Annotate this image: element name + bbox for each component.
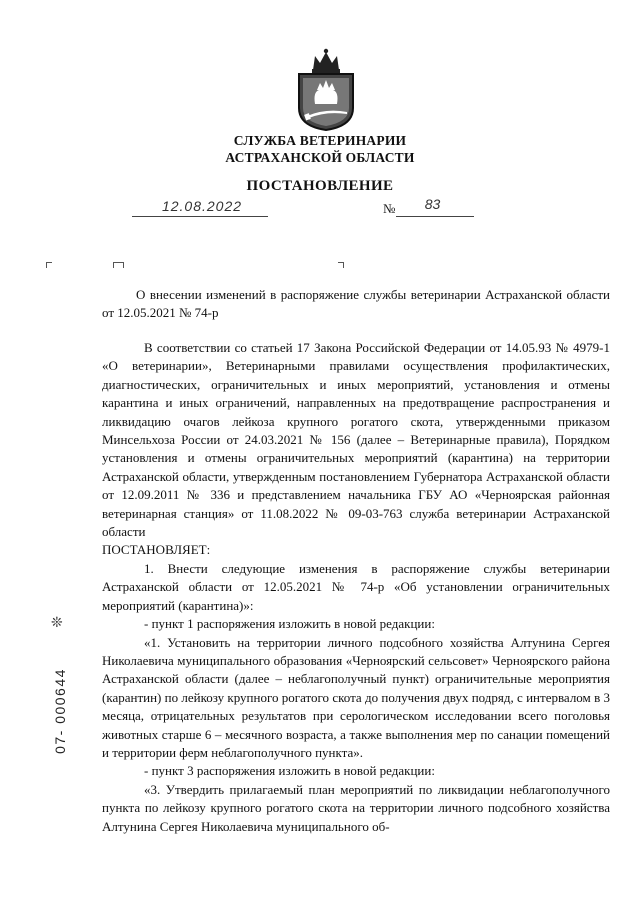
corner-mark [118,262,124,268]
quote-1-paragraph: «1. Установить на территории личного подсобного хозяйства Алтунина Сергея Николаевича муниципального образования «Черноярский сельсовет» Черноярского района Астраханской области (далее – неблагополучный пункт) ограничительные мероприятия (карантин) по лейкозу крупного рогатого скота до получения двух подряд, с интервалом в 3 месяца, отрицательных результатов при серологическом исследовании всего поголовья животных старше 6 – месячного возраста, а также выполнения мер по санации помещений и территории ферм неблагополучного пункта». [102,634,610,760]
organization-name-line1: СЛУЖБА ВЕТЕРИНАРИИ [233,133,407,148]
bullet-2-paragraph: - пункт 3 распоряжения изложить в новой редакции: [144,763,435,779]
coat-of-arms-icon [293,46,359,132]
subject-block [102,286,610,323]
side-stamp-number: 07- 000644 [52,668,68,754]
body-block [102,339,610,836]
document-type-title: ПОСТАНОВЛЕНИЕ [246,178,394,194]
organization-name [0,132,640,166]
corner-mark [338,262,344,268]
document-date: 12.08.2022 [161,198,243,214]
date-underline [132,216,268,217]
item-1-paragraph: 1. Внести следующие изменения в распоряжение службы ветеринарии Астраханской области от 12.05.2021 № 74-р «Об установлении ограничительных мероприятий (карантина)»: [102,560,610,613]
resolves-heading: ПОСТАНОВЛЯЕТ: [102,542,211,558]
subject-text: О внесении изменений в распоряжение службы ветеринарии Астраханской области от 12.05.2021 № 74-р [102,287,610,321]
organization-name-line2: АСТРАХАНСКОЙ ОБЛАСТИ [225,150,415,165]
number-underline [396,216,474,217]
number-label: № [383,201,396,216]
document-number: 83 [424,196,441,212]
bullet-1-paragraph: - пункт 1 распоряжения изложить в новой редакции: [144,616,435,632]
quote-2-paragraph: «3. Утвердить прилагаемый план мероприятий по ликвидации неблагополучного пункта по лейкозу крупного рогатого скота на территории личного подсобного хозяйства Алтунина Сергея Николаевича муниципального об- [102,781,610,834]
side-stamp [30,663,90,773]
corner-mark [46,262,52,268]
star-mark-icon: ❊ [51,615,63,631]
preamble-paragraph: В соответствии со статьей 17 Закона Российской Федерации от 14.05.93 № 4979-1 «О ветеринарии», Ветеринарными правилами осуществления профилактических, диагностических, ограничительных и иных мероприятий, установления и отмены карантина и иных ограничений, направленных на предотвращение распространения и ликвидацию очагов лейкоза крупного рогатого скота, утвержденными приказом Минсельхоза России от 24.03.2021 № 156 (далее – Ветеринарные правила), Порядком установления и отмены ограничительных мероприятий (карантина) на территории Астраханской области, утвержденным постановлением Губернатора Астраханской области от 12.09.2011 № 336 и представлением начальника ГБУ АО «Черноярская районная ветеринарная станция» от 11.08.2022 № 09-03-763 служба ветеринарии Астраханской области [102,340,610,540]
